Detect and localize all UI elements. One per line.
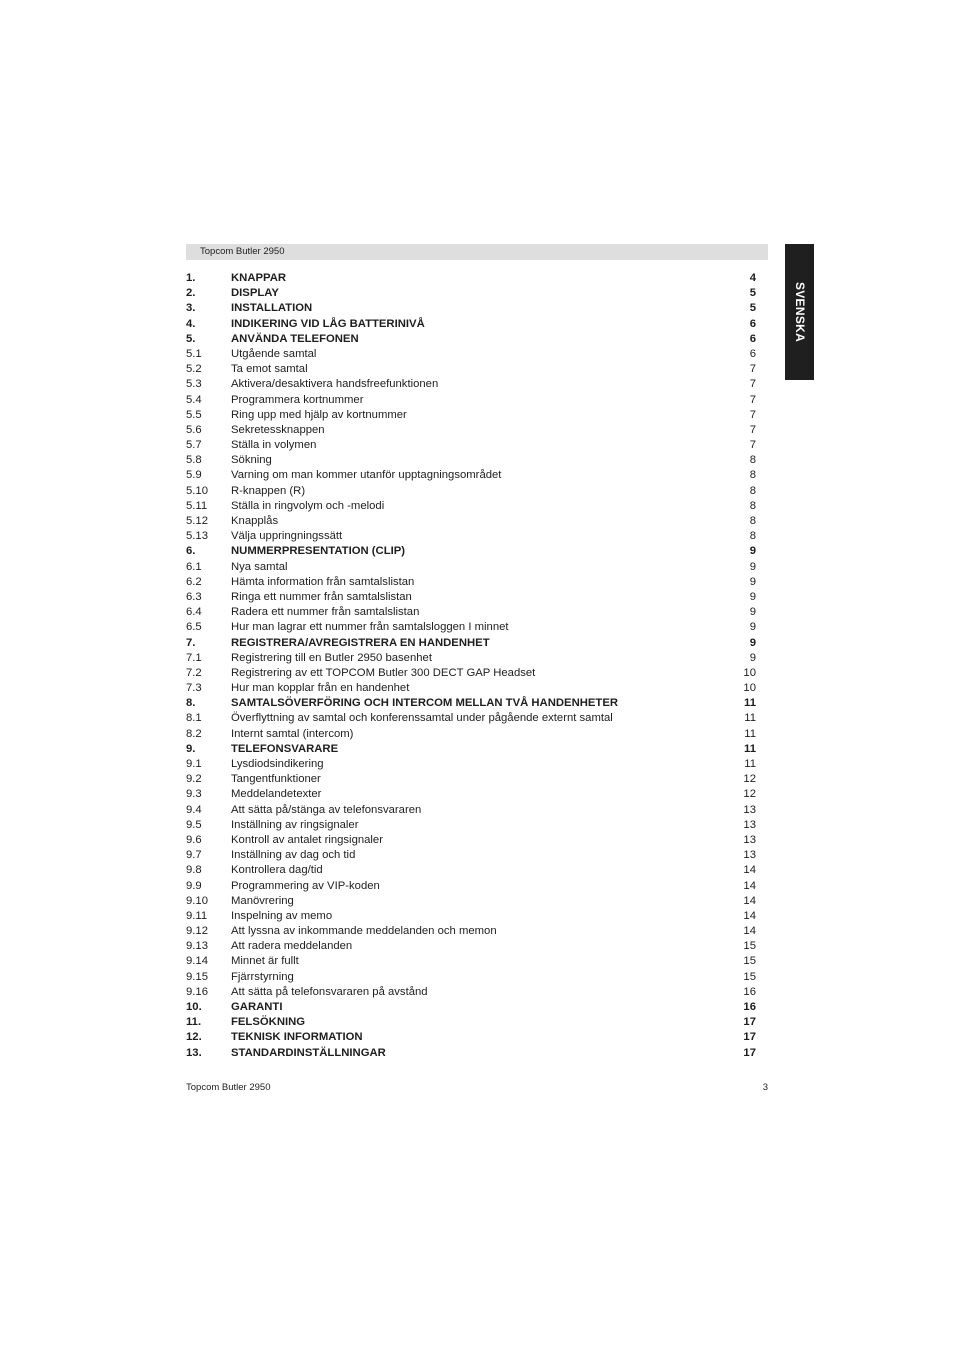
toc-entry-number: 11. xyxy=(186,1016,202,1029)
toc-entry-title: Fjärrstyrning xyxy=(231,970,294,983)
toc-chapter-entry[interactable] xyxy=(186,332,756,347)
toc-entry-page: 11 xyxy=(744,712,756,725)
toc-entry-title: Att sätta på/stänga av telefonsvararen xyxy=(231,803,422,816)
toc-entry-page: 17 xyxy=(743,1046,756,1059)
toc-chapter-entry[interactable] xyxy=(186,286,756,301)
toc-section-entry[interactable] xyxy=(186,787,756,802)
toc-entry-title: Internt samtal (intercom) xyxy=(231,727,354,740)
toc-entry-page: 8 xyxy=(749,484,756,497)
toc-entry-number: 8. xyxy=(186,697,196,710)
toc-chapter-entry[interactable] xyxy=(186,1000,756,1015)
toc-entry-title: Välja uppringningssätt xyxy=(231,530,343,543)
toc-entry-page: 16 xyxy=(743,1001,756,1013)
toc-entry-title: Sekretessknappen xyxy=(231,423,325,436)
toc-entry-title: Lysdiodsindikering xyxy=(231,758,324,770)
toc-section-entry[interactable] xyxy=(186,803,756,818)
toc-entry-page: 6 xyxy=(749,347,756,360)
toc-entry-page: 15 xyxy=(743,940,756,953)
toc-section-entry[interactable] xyxy=(186,377,756,392)
toc-entry-title: FELSÖKNING xyxy=(231,1016,306,1029)
toc-section-entry[interactable] xyxy=(186,438,756,453)
toc-section-entry[interactable] xyxy=(186,453,756,468)
toc-section-entry[interactable] xyxy=(186,423,756,438)
toc-section-entry[interactable] xyxy=(186,985,756,1000)
toc-entry-number: 9.1 xyxy=(186,758,202,770)
toc-section-entry[interactable] xyxy=(186,651,756,666)
toc-entry-number: 2. xyxy=(186,287,196,300)
toc-entry-title: TEKNISK INFORMATION xyxy=(231,1031,363,1044)
toc-entry-page: 10 xyxy=(743,666,756,679)
toc-section-entry[interactable] xyxy=(186,909,756,924)
toc-entry-title: Varning om man kommer utanför upptagningsområdet xyxy=(231,469,502,482)
toc-section-entry[interactable] xyxy=(186,681,756,696)
toc-section-entry[interactable] xyxy=(186,484,756,499)
toc-entry-number: 10. xyxy=(186,1001,202,1013)
toc-entry-number: 5.13 xyxy=(186,530,208,543)
toc-entry-number: 5.7 xyxy=(186,439,202,452)
toc-entry-page: 14 xyxy=(743,879,756,892)
toc-section-entry[interactable] xyxy=(186,939,756,954)
toc-entry-page: 14 xyxy=(743,925,756,938)
header-title: Topcom Butler 2950 xyxy=(200,246,285,257)
toc-entry-number: 9.5 xyxy=(186,818,202,831)
footer-page-number: 3 xyxy=(762,1082,768,1093)
toc-entry-title: Manövrering xyxy=(231,894,294,907)
toc-entry-number: 8.1 xyxy=(186,712,202,725)
toc-entry-title: Nya samtal xyxy=(231,560,288,573)
toc-section-entry[interactable] xyxy=(186,499,756,514)
toc-entry-title: Ställa in volymen xyxy=(231,439,317,452)
toc-entry-page: 15 xyxy=(743,955,756,968)
toc-entry-title: Inställning av dag och tid xyxy=(231,849,356,862)
toc-entry-number: 6.4 xyxy=(186,606,202,619)
toc-entry-page: 11 xyxy=(744,758,756,770)
toc-entry-page: 4 xyxy=(749,272,756,284)
toc-section-entry[interactable] xyxy=(186,894,756,909)
toc-entry-title: GARANTI xyxy=(231,1001,283,1013)
toc-section-entry[interactable] xyxy=(186,711,756,726)
toc-entry-title: Aktivera/desaktivera handsfreefunktionen xyxy=(231,378,439,391)
toc-section-entry[interactable] xyxy=(186,620,756,635)
toc-section-entry[interactable] xyxy=(186,529,756,544)
toc-chapter-entry[interactable] xyxy=(186,544,756,559)
toc-entry-number: 6.2 xyxy=(186,575,202,588)
toc-entry-title: Överflyttning av samtal och konferenssamtal under pågående externt samtal xyxy=(231,712,613,725)
toc-entry-number: 7. xyxy=(186,636,196,649)
toc-entry-title: Ringa ett nummer från samtalslistan xyxy=(231,590,412,603)
toc-entry-title: Ta emot samtal xyxy=(231,363,308,376)
toc-section-entry[interactable] xyxy=(186,560,756,575)
toc-entry-number: 5.12 xyxy=(186,515,208,527)
toc-entry-title: INDIKERING VID LÅG BATTERINIVÅ xyxy=(231,317,425,330)
language-tab-label: SVENSKA xyxy=(792,281,807,343)
toc-entry-title: Kontroll av antalet ringsignaler xyxy=(231,833,383,846)
toc-entry-number: 9.10 xyxy=(186,894,208,907)
toc-entry-number: 5.11 xyxy=(186,499,208,512)
toc-entry-title: Programmera kortnummer xyxy=(231,393,364,406)
toc-entry-number: 9.13 xyxy=(186,940,208,953)
toc-entry-title: Inställning av ringsignaler xyxy=(231,818,359,831)
toc-entry-number: 9.4 xyxy=(186,803,202,816)
toc-entry-number: 5.5 xyxy=(186,408,202,421)
toc-entry-title: Hämta information från samtalslistan xyxy=(231,575,415,588)
toc-entry-page: 7 xyxy=(749,393,756,406)
toc-entry-number: 7.1 xyxy=(186,651,202,664)
toc-entry-number: 6.1 xyxy=(186,560,202,573)
toc-entry-title: Hur man kopplar från en handenhet xyxy=(231,682,410,695)
toc-section-entry[interactable] xyxy=(186,924,756,939)
toc-chapter-entry[interactable] xyxy=(186,317,756,332)
toc-entry-page: 9 xyxy=(749,636,756,649)
toc-section-entry[interactable] xyxy=(186,757,756,772)
toc-entry-number: 5.2 xyxy=(186,363,202,376)
toc-entry-page: 14 xyxy=(743,909,756,922)
toc-section-entry[interactable] xyxy=(186,468,756,483)
running-header xyxy=(186,244,768,260)
toc-entry-page: 7 xyxy=(749,378,756,391)
toc-entry-page: 7 xyxy=(749,408,756,421)
toc-chapter-entry[interactable] xyxy=(186,301,756,316)
toc-entry-title: Minnet är fullt xyxy=(231,955,299,968)
toc-entry-page: 12 xyxy=(743,788,756,801)
toc-entry-page: 13 xyxy=(743,833,756,846)
toc-entry-page: 13 xyxy=(743,818,756,831)
toc-section-entry[interactable] xyxy=(186,863,756,878)
toc-entry-title: Sökning xyxy=(231,454,272,467)
toc-entry-title: ANVÄNDA TELEFONEN xyxy=(231,332,359,345)
toc-entry-number: 5.9 xyxy=(186,469,202,482)
toc-entry-number: 9.16 xyxy=(186,985,208,998)
toc-entry-number: 5.4 xyxy=(186,393,202,406)
footer-title: Topcom Butler 2950 xyxy=(186,1082,271,1093)
toc-entry-number: 7.2 xyxy=(186,666,202,679)
toc-entry-number: 1. xyxy=(186,272,196,284)
toc-entry-number: 9.11 xyxy=(186,909,208,922)
toc-entry-number: 9.12 xyxy=(186,925,208,938)
toc-entry-number: 5.6 xyxy=(186,423,202,436)
toc-entry-number: 9.9 xyxy=(186,879,202,892)
toc-section-entry[interactable] xyxy=(186,590,756,605)
toc-entry-number: 7.3 xyxy=(186,682,202,695)
toc-entry-page: 7 xyxy=(749,439,756,452)
toc-entry-page: 6 xyxy=(749,317,756,330)
toc-section-entry[interactable] xyxy=(186,970,756,985)
toc-entry-page: 9 xyxy=(749,545,756,558)
toc-entry-title: REGISTRERA/AVREGISTRERA EN HANDENHET xyxy=(231,636,490,649)
toc-entry-page: 8 xyxy=(749,454,756,467)
toc-entry-page: 9 xyxy=(749,560,756,573)
toc-entry-title: TELEFONSVARARE xyxy=(231,742,339,755)
toc-entry-page: 11 xyxy=(744,727,756,740)
toc-entry-title: Att lyssna av inkommande meddelanden och memon xyxy=(231,925,497,938)
toc-chapter-entry[interactable] xyxy=(186,742,756,757)
toc-entry-title: INSTALLATION xyxy=(231,302,313,315)
toc-entry-page: 5 xyxy=(749,287,756,300)
toc-entry-page: 13 xyxy=(743,849,756,862)
toc-section-entry[interactable] xyxy=(186,818,756,833)
toc-entry-page: 8 xyxy=(749,469,756,482)
toc-entry-number: 5.10 xyxy=(186,484,208,497)
toc-entry-page: 15 xyxy=(743,970,756,983)
toc-entry-page: 7 xyxy=(749,363,756,376)
toc-entry-page: 14 xyxy=(743,864,756,877)
toc-entry-page: 10 xyxy=(743,682,756,695)
toc-entry-title: Kontrollera dag/tid xyxy=(231,864,323,877)
toc-section-entry[interactable] xyxy=(186,393,756,408)
toc-section-entry[interactable] xyxy=(186,848,756,863)
toc-entry-page: 9 xyxy=(749,575,756,588)
toc-entry-page: 9 xyxy=(749,590,756,603)
toc-entry-number: 8.2 xyxy=(186,727,202,740)
toc-entry-title: SAMTALSÖVERFÖRING OCH INTERCOM MELLAN TVÅ HANDENHETER xyxy=(231,697,619,710)
toc-entry-title: STANDARDINSTÄLLNINGAR xyxy=(231,1046,386,1059)
toc-entry-page: 8 xyxy=(749,530,756,543)
toc-entry-number: 12. xyxy=(186,1031,202,1044)
toc-entry-number: 5. xyxy=(186,332,196,345)
toc-entry-title: Meddelandetexter xyxy=(231,788,322,801)
toc-entry-title: DISPLAY xyxy=(231,287,279,300)
toc-section-entry[interactable] xyxy=(186,772,756,787)
toc-entry-page: 7 xyxy=(749,423,756,436)
toc-section-entry[interactable] xyxy=(186,514,756,529)
toc-entry-page: 5 xyxy=(749,302,756,315)
toc-entry-title: R-knappen (R) xyxy=(231,484,306,497)
table-of-contents xyxy=(186,271,756,1061)
toc-entry-title: Utgående samtal xyxy=(231,347,317,360)
toc-entry-page: 9 xyxy=(749,621,756,634)
toc-entry-number: 9.2 xyxy=(186,773,202,786)
toc-entry-title: Att radera meddelanden xyxy=(231,940,353,953)
toc-entry-page: 9 xyxy=(749,651,756,664)
toc-entry-number: 13. xyxy=(186,1046,202,1059)
toc-entry-title: Tangentfunktioner xyxy=(231,773,321,786)
toc-section-entry[interactable] xyxy=(186,727,756,742)
toc-entry-title: Inspelning av memo xyxy=(231,909,333,922)
toc-chapter-entry[interactable] xyxy=(186,1030,756,1045)
toc-section-entry[interactable] xyxy=(186,408,756,423)
toc-entry-title: Ring upp med hjälp av kortnummer xyxy=(231,408,407,421)
toc-chapter-entry[interactable] xyxy=(186,1046,756,1061)
toc-entry-number: 3. xyxy=(186,302,196,315)
toc-entry-number: 5.8 xyxy=(186,454,202,467)
toc-entry-page: 9 xyxy=(749,606,756,619)
toc-entry-number: 6.5 xyxy=(186,621,202,634)
toc-entry-number: 5.1 xyxy=(186,347,202,360)
toc-chapter-entry[interactable] xyxy=(186,271,756,286)
toc-entry-number: 9.14 xyxy=(186,955,208,968)
toc-entry-page: 11 xyxy=(744,742,756,755)
toc-entry-title: Programmering av VIP-koden xyxy=(231,879,380,892)
toc-entry-number: 9.7 xyxy=(186,849,202,862)
toc-entry-page: 12 xyxy=(743,773,756,786)
toc-section-entry[interactable] xyxy=(186,954,756,969)
toc-entry-title: Radera ett nummer från samtalslistan xyxy=(231,606,420,619)
toc-entry-number: 9. xyxy=(186,742,196,755)
toc-entry-title: Knapplås xyxy=(231,515,279,527)
toc-entry-page: 8 xyxy=(749,499,756,512)
language-tab xyxy=(785,244,814,380)
toc-section-entry[interactable] xyxy=(186,605,756,620)
toc-entry-page: 17 xyxy=(743,1016,756,1029)
toc-entry-number: 9.6 xyxy=(186,833,202,846)
toc-entry-title: Registrering till en Butler 2950 basenhet xyxy=(231,651,432,664)
toc-section-entry[interactable] xyxy=(186,666,756,681)
toc-entry-title: Registrering av ett TOPCOM Butler 300 DECT GAP Headset xyxy=(231,666,536,679)
toc-entry-title: KNAPPAR xyxy=(231,272,287,284)
toc-section-entry[interactable] xyxy=(186,575,756,590)
toc-entry-title: NUMMERPRESENTATION (CLIP) xyxy=(231,545,406,558)
toc-chapter-entry[interactable] xyxy=(186,636,756,651)
toc-section-entry[interactable] xyxy=(186,833,756,848)
toc-entry-page: 17 xyxy=(743,1031,756,1044)
toc-entry-title: Att sätta på telefonsvararen på avstånd xyxy=(231,985,428,998)
toc-section-entry[interactable] xyxy=(186,879,756,894)
toc-entry-number: 9.3 xyxy=(186,788,202,801)
toc-entry-number: 6.3 xyxy=(186,590,202,603)
toc-entry-title: Hur man lagrar ett nummer från samtalsloggen I minnet xyxy=(231,621,509,634)
toc-entry-page: 8 xyxy=(749,515,756,527)
toc-entry-title: Ställa in ringvolym och -melodi xyxy=(231,499,385,512)
toc-entry-page: 13 xyxy=(743,803,756,816)
toc-entry-number: 9.15 xyxy=(186,970,208,983)
toc-entry-page: 16 xyxy=(743,985,756,998)
toc-entry-number: 4. xyxy=(186,317,196,330)
toc-section-entry[interactable] xyxy=(186,347,756,362)
toc-chapter-entry[interactable] xyxy=(186,1015,756,1030)
toc-section-entry[interactable] xyxy=(186,362,756,377)
toc-entry-page: 6 xyxy=(749,332,756,345)
toc-entry-page: 14 xyxy=(743,894,756,907)
toc-chapter-entry[interactable] xyxy=(186,696,756,711)
toc-entry-number: 6. xyxy=(186,545,196,558)
toc-entry-page: 11 xyxy=(744,697,756,710)
toc-entry-number: 9.8 xyxy=(186,864,202,877)
toc-entry-number: 5.3 xyxy=(186,378,202,391)
